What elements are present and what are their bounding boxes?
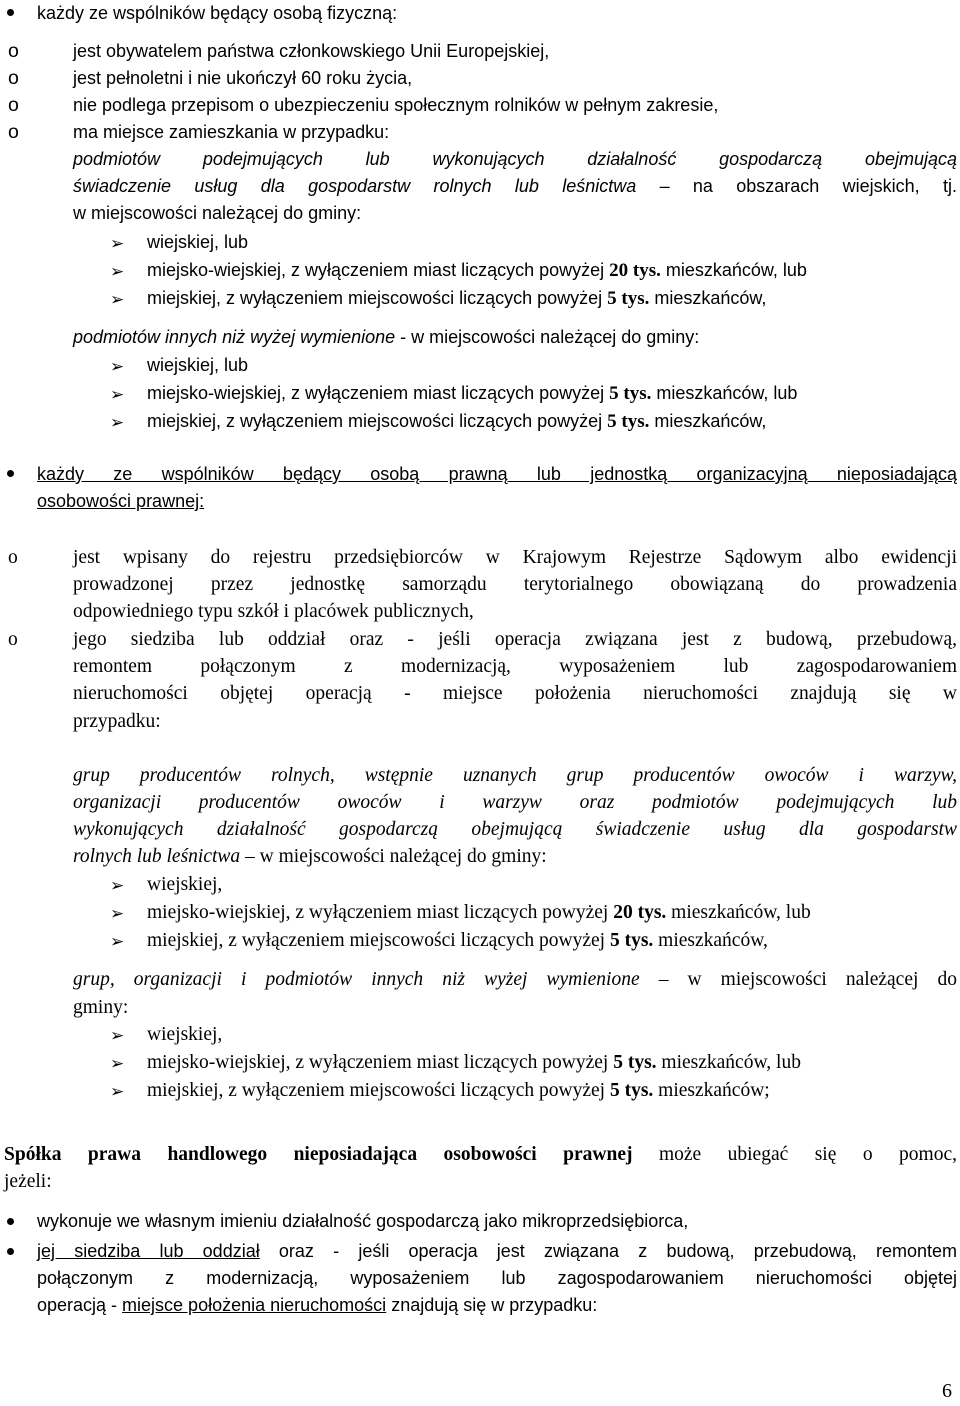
text-line: wykonujących działalność gospodarczą obejmującą świadczenie usług dla gospodarstw [73,819,957,840]
text-line: jest wpisany do rejestru przedsiębiorców w Krajowym Rejestrze Sądowym albo ewidencji [73,547,957,568]
arrow-bullet-icon: ➢ [110,290,125,309]
bullet-dot [7,9,14,16]
list-item: miejsko-wiejskiej, z wyłączeniem miast liczących powyżej 20 tys. mieszkańców, lub [147,902,811,923]
list-item: miejskiej, z wyłączeniem miejscowości liczących powyżej 5 tys. mieszkańców; [147,1080,770,1101]
text-line: podmiotów podejmujących lub wykonujących działalność gospodarczą obejmującą [73,149,957,169]
list-item: wiejskiej, [147,1024,223,1045]
sub-bullet: o [8,67,19,89]
text-line: prowadzonej przez jednostkę samorządu terytorialnego obowiązaną do prowadzenia [73,574,957,595]
bullet-text: każdy ze wspólników będący osobą prawną lub jednostką organizacyjną nieposiadającą [37,464,957,484]
list-item: ma miejsce zamieszkania w przypadku: [73,122,390,142]
arrow-bullet-icon: ➢ [110,1026,125,1045]
bullet-dot [7,1248,14,1255]
list-item: miejskiej, z wyłączeniem miejscowości liczących powyżej 5 tys. mieszkańców, [147,411,767,432]
list-item: miejskiej, z wyłączeniem miejscowości liczących powyżej 5 tys. mieszkańców, [147,288,767,309]
sub-bullet: o [8,629,18,650]
text-line: organizacji producentów owoców i warzyw oraz podmiotów podejmujących lub [73,792,957,813]
list-item: jest obywatelem państwa członkowskiego Unii Europejskiej, [73,41,550,61]
bullet-text: jej siedziba lub oddział oraz - jeśli operacja jest związana z budową, przebudową, remontem [37,1241,957,1261]
list-item: miejsko-wiejskiej, z wyłączeniem miast liczących powyżej 5 tys. mieszkańców, lub [147,383,798,404]
bullet-dot [7,1218,14,1225]
arrow-bullet-icon: ➢ [110,262,125,281]
text-line: w miejscowości należącej do gminy: [73,203,362,223]
sub-bullet: o [8,547,18,568]
bullet-text: wykonuje we własnym imieniu działalność gospodarczą jako mikroprzedsiębiorca, [37,1211,689,1231]
arrow-bullet-icon: ➢ [110,1082,125,1101]
bullet-text: każdy ze wspólników będący osobą fizyczną: [37,3,398,23]
list-item: miejskiej, z wyłączeniem miejscowości liczących powyżej 5 tys. mieszkańców, [147,930,768,951]
page-number: 6 [942,1380,952,1402]
sub-bullet: o [8,121,19,143]
arrow-bullet-icon: ➢ [110,904,125,923]
list-item: wiejskiej, lub [147,232,249,252]
text-line: podmiotów innych niż wyżej wymienione - w miejscowości należącej do gminy: [73,327,700,347]
heading-line: Spółka prawa handlowego nieposiadająca osobowości prawnej może ubiegać się o pomoc, [4,1144,957,1165]
list-item: jest pełnoletni i nie ukończył 60 roku życia, [73,68,413,88]
text-line: nieruchomości objętej operacją - miejsce położenia nieruchomości znajdują się w [73,683,957,704]
text-line: odpowiedniego typu szkół i placówek publicznych, [73,601,474,622]
text-line: remontem połączonym z modernizacją, wyposażeniem lub zagospodarowaniem [73,656,957,677]
text-line: jego siedziba lub oddział oraz - jeśli operacja związana jest z budową, przebudową, [73,629,957,650]
arrow-bullet-icon: ➢ [110,1054,125,1073]
list-item: miejsko-wiejskiej, z wyłączeniem miast liczących powyżej 20 tys. mieszkańców, lub [147,260,807,281]
arrow-bullet-icon: ➢ [110,876,125,895]
text-line: przypadku: [73,711,161,732]
text-line: połączonym z modernizacją, wyposażeniem lub zagospodarowaniem nieruchomości objętej [37,1268,957,1288]
arrow-bullet-icon: ➢ [110,234,125,253]
text-line: grup, organizacji i podmiotów innych niż wyżej wymienione – w miejscowości należącej do [73,969,957,990]
text-line: grup producentów rolnych, wstępnie uznanych grup producentów owoców i warzyw, [73,765,957,786]
text-line: operacją - miejsce położenia nieruchomości znajdują się w przypadku: [37,1295,598,1315]
arrow-bullet-icon: ➢ [110,385,125,404]
arrow-bullet-icon: ➢ [110,932,125,951]
list-item: miejsko-wiejskiej, z wyłączeniem miast liczących powyżej 5 tys. mieszkańców, lub [147,1052,801,1073]
list-item: nie podlega przepisom o ubezpieczeniu społecznym rolników w pełnym zakresie, [73,95,719,115]
list-item: wiejskiej, [147,874,223,895]
bullet-dot [7,470,14,477]
sub-bullet: o [8,94,19,116]
sub-bullet: o [8,40,19,62]
text-line: rolnych lub leśnictwa – w miejscowości należącej do gminy: [73,846,547,867]
bullet-text: osobowości prawnej: [37,491,205,511]
arrow-bullet-icon: ➢ [110,413,125,432]
arrow-bullet-icon: ➢ [110,357,125,376]
text-line: jeżeli: [4,1171,52,1192]
text-line: świadczenie usług dla gospodarstw rolnych lub leśnictwa – na obszarach wiejskich, tj. [73,176,957,196]
list-item: wiejskiej, lub [147,355,249,375]
text-line: gminy: [73,997,129,1018]
